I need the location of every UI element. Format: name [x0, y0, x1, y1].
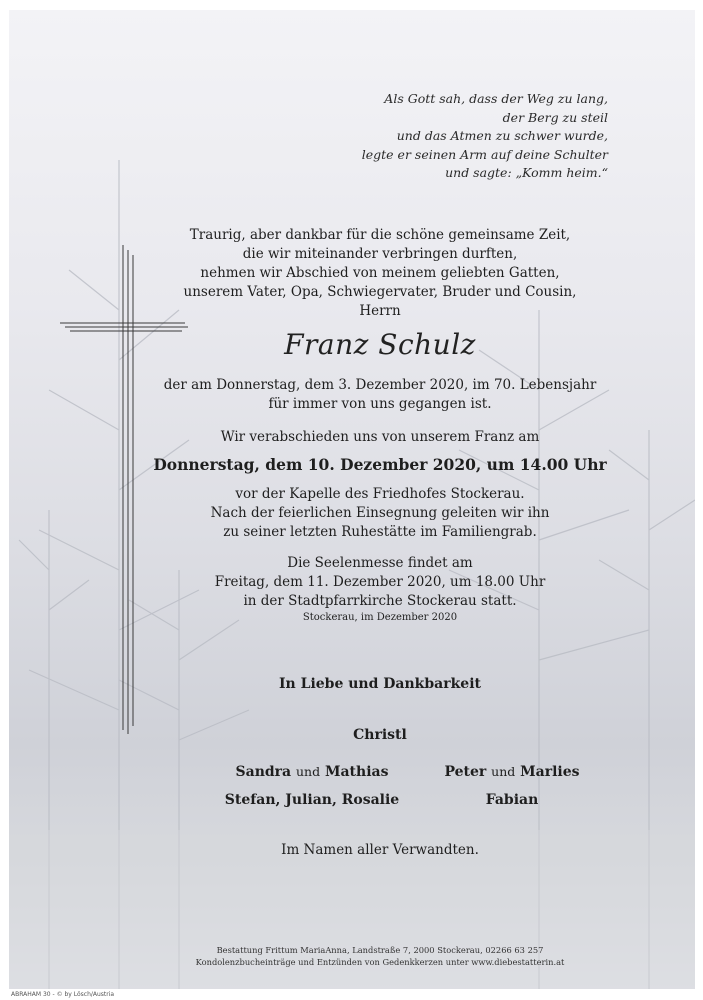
- intro-line: Herrn: [359, 303, 401, 319]
- poem-line: und sagte: „Komm heim.“: [445, 165, 608, 180]
- family-right-grandchildren: Fabian: [485, 792, 539, 808]
- poem-line: legte er seinen Arm auf deine Schulter: [361, 146, 608, 162]
- und-connector: und: [491, 764, 516, 779]
- family-name: Mathias: [324, 764, 389, 780]
- mass-line: Die Seelenmesse findet am: [287, 555, 473, 571]
- mass-info: [130, 554, 630, 611]
- relatives-line: Im Namen aller Verwandten.: [281, 842, 479, 858]
- family-left-pair: [212, 764, 412, 780]
- place-date: Stockerau, im Dezember 2020: [302, 612, 458, 623]
- funeral-details: [130, 485, 630, 542]
- intro-line: unserem Vater, Opa, Schwiegervater, Bruder und Cousin,: [183, 284, 577, 300]
- death-info-line: der am Donnerstag, dem 3. Dezember 2020, im 70. Lebensjahr: [163, 377, 597, 393]
- footer-line: Kondolenzbucheinträge und Entzünden von Gedenkkerzen unter www.diebestatterin.at: [195, 957, 565, 967]
- footer: [150, 944, 610, 968]
- intro-line: die wir miteinander verbringen durften,: [242, 246, 518, 262]
- footer-line: Bestattung Frittum MariaAnna, Landstraße 7, 2000 Stockerau, 02266 63 257: [216, 945, 544, 955]
- intro-line: nehmen wir Abschied von meinem geliebten Gatten,: [200, 265, 560, 281]
- intro-text: [130, 226, 630, 321]
- family-left-grandchildren: Stefan, Julian, Rosalie: [224, 792, 400, 808]
- family-name: Sandra: [235, 764, 292, 780]
- funeral-details-line: Nach der feierlichen Einsegnung geleiten wir ihn: [210, 505, 550, 521]
- mass-line: in der Stadtpfarrkirche Stockerau statt.: [243, 593, 517, 609]
- poem-line: der Berg zu steil: [502, 109, 608, 125]
- spouse-name: Christl: [353, 727, 407, 743]
- funeral-details-line: vor der Kapelle des Friedhofes Stockerau.: [235, 486, 525, 502]
- death-info-line: für immer von uns gegangen ist.: [268, 396, 492, 412]
- death-info: [130, 376, 630, 414]
- family-name: Marlies: [520, 764, 580, 780]
- deceased-name: Franz Schulz: [284, 328, 476, 361]
- closing-line: In Liebe und Dankbarkeit: [279, 676, 481, 692]
- template-code: ABRAHAM 30 - © by Lösch/Austria: [11, 991, 115, 998]
- poem-line: Als Gott sah, dass der Weg zu lang,: [384, 91, 608, 106]
- mass-line: Freitag, dem 11. Dezember 2020, um 18.00 Uhr: [214, 574, 546, 590]
- family-name: Peter: [444, 764, 487, 780]
- farewell-intro: Wir verabschieden uns von unserem Franz am: [220, 429, 540, 445]
- poem: [362, 90, 608, 183]
- family-right-pair: [412, 764, 612, 780]
- poem-line: und das Atmen zu schwer wurde,: [396, 128, 608, 143]
- funeral-details-line: zu seiner letzten Ruhestätte im Familiengrab.: [223, 524, 537, 540]
- intro-line: Traurig, aber dankbar für die schöne gemeinsame Zeit,: [189, 227, 571, 243]
- und-connector: und: [296, 764, 321, 779]
- funeral-date: Donnerstag, dem 10. Dezember 2020, um 14.00 Uhr: [153, 455, 607, 474]
